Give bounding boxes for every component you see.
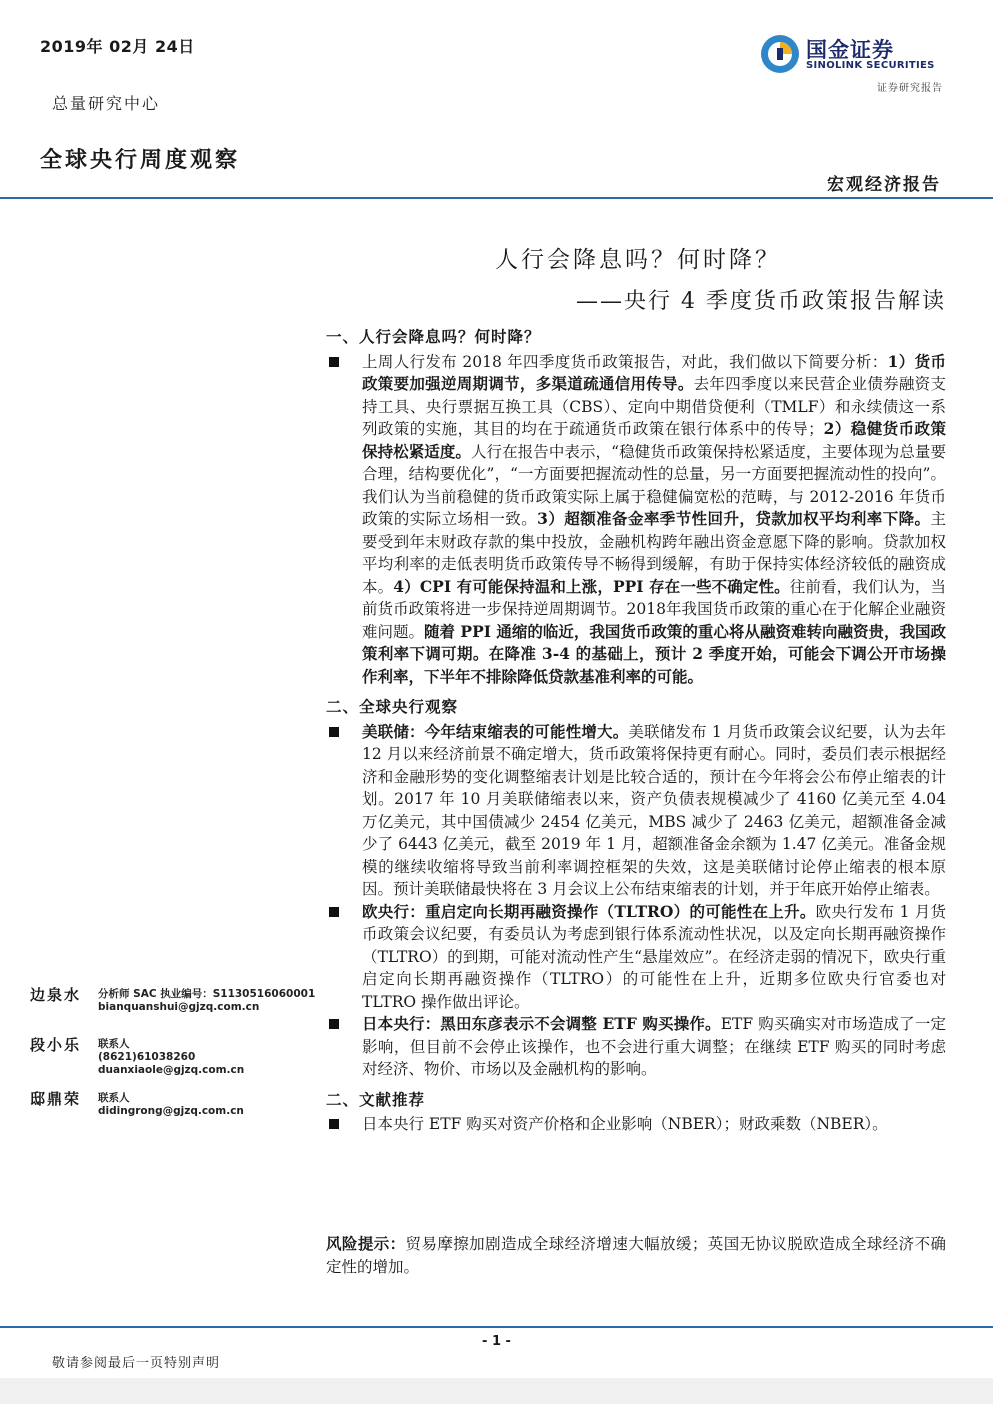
text-span: 去年四季度以来民营企业债券融资支持工具、央行票据互换工具（CBS）、定向中期借贷便利（TMLF）和永续债这一系列政策的实施，其目的均在于疏通货币政策在银行体系中的传导； xyxy=(362,375,946,438)
report-title: 人行会降息吗？何时降？ xyxy=(495,247,781,273)
header-divider xyxy=(0,197,993,199)
bold-span: 欧央行：重启定向长期再融资操作（TLTRO）的可能性在上升。 xyxy=(362,901,816,921)
text-span: 美联储发布 1 月货币政策会议纪要，认为去年 12 月以来经济前景不确定增大，货币政策将保持更有耐心。同时，委员们表示根据经济和金融形势的变化调整缩表计划是比较合适的，预计在今年将会公布停止缩表的计划。2017 年 10 月美联储缩表以来，资产负债表规模减少了 4160 亿美元至 4.04 万亿美元，其中国债减少 2454 亿美元，MBS 减少了 2463 亿美元，超额准备金减少了 6443 亿美元，截至 2019 年 1 月，超额准备金余额为 1.47 亿美元。准备金规模的继续收缩将导致当前利率调控框架的失效，这是美联储讨论停止缩表的根本原因。预计美联储最快将在 3 月会议上公布结束缩表的计划，并于年底开始停止缩表。 xyxy=(362,722,946,898)
bold-span: 日本央行：黑田东彦表示不会调整 ETF 购买操作。 xyxy=(362,1014,721,1033)
section-heading-1: 一、人行会降息吗？何时降？ xyxy=(326,327,541,346)
risk-label: 风险提示： xyxy=(326,1234,406,1253)
bold-span: 3）超额准备金率季节性回升，贷款加权平均利率下降。 xyxy=(537,509,931,528)
bullet-fed xyxy=(326,721,946,901)
author-list xyxy=(30,984,320,1138)
author-name: 边泉水 xyxy=(30,986,82,1004)
bullet-pboc-analysis xyxy=(326,351,946,689)
company-logo xyxy=(760,34,945,76)
author-line: 分析师 SAC 执业编号：S1130516060001 xyxy=(98,988,316,1000)
text-span: 往前看，我们认为，当前货币政策将进一步保持逆周期调节。2018年我国货币政策的重心在于化解企业融资难问题。 xyxy=(362,577,946,641)
text-span: 上周人行发布 2018 年四季度货币政策报告，对此，我们做以下简要分析： xyxy=(362,352,888,371)
text-span: ETF 购买确实对市场造成了一定影响，但目前不会停止该操作，也不会进行重大调整；在继续 ETF 购买的同时考虑对经济、物价、市场以及金融机构的影响。 xyxy=(362,1015,946,1078)
author-email[interactable]: didingrong@gjzq.com.cn xyxy=(98,1105,244,1117)
logo-text-en: SINOLINK SECURITIES xyxy=(806,60,935,71)
text-span: 人行在报告中表示，“稳健货币政策保持松紧适度，主要体现为总量要合理，结构要优化”，“一方面要把握流动性的总量，另一方面要把握流动性的投向”。我们认为当前稳健的货币政策实际上属于稳健偏宽松的范畴，与 2012-2016 年货币政策的实际立场相一致。 xyxy=(362,442,946,528)
bold-span: 4）CPI 有可能保持温和上涨，PPI 存在一些不确定性。 xyxy=(393,576,790,596)
text-span: 欧央行发布 1 月货币政策会议纪要，有委员认为考虑到银行体系流动性状况，以及定向长期再融资操作（TLTRO）的到期，可能对流动性产生“悬崖效应”。在经济走弱的情况下，欧央行重启定向长期再融资操作（TLTRO）的可能性在上升，近期多位欧央行官委也对 TLTRO 操作做出评论。 xyxy=(362,902,947,1011)
risk-text: 贸易摩擦加剧造成全球经济增速大幅放缓；英国无协议脱欧造成全球经济不确定性的增加。 xyxy=(326,1235,946,1276)
logo-text-cn: 国金证券 xyxy=(806,38,894,62)
author-contact xyxy=(98,1092,244,1118)
bullet-literature xyxy=(326,1113,946,1136)
footer-bar xyxy=(0,1378,993,1404)
author-entry xyxy=(30,1088,320,1138)
research-center: 总量研究中心 xyxy=(52,94,161,113)
logo-mark-icon xyxy=(760,34,800,74)
author-entry xyxy=(30,984,320,1034)
author-email[interactable]: bianquanshui@gjzq.com.cn xyxy=(98,1001,260,1013)
bold-span: 1）货币政策要加强逆周期调节，多渠道疏通信用传导。 xyxy=(362,351,946,393)
report-date: 2019年 02月 24日 xyxy=(40,37,195,56)
report-subtitle: ——央行 4 季度货币政策报告解读 xyxy=(576,289,946,314)
author-name: 段小乐 xyxy=(30,1036,82,1054)
footer-divider xyxy=(0,1326,993,1328)
author-contact xyxy=(98,988,315,1014)
author-email[interactable]: duanxiaole@gjzq.com.cn xyxy=(98,1064,245,1076)
text-span: 主要受到年末财政存款的集中投放，金融机构跨年融出资金意愿下降的影响。贷款加权平均利率的走低表明货币政策传导不畅得到缓解，有助于保持实体经济较低的融资成本。 xyxy=(362,510,946,596)
risk-warning xyxy=(326,1232,946,1279)
section-heading-2: 二、全球央行观察 xyxy=(326,697,459,716)
author-entry xyxy=(30,1034,320,1088)
author-contact xyxy=(98,1038,244,1077)
page-number: - 1 - xyxy=(482,1334,511,1349)
bullet-boj xyxy=(326,1013,946,1081)
text-span: 日本央行 ETF 购买对资产价格和企业影响（NBER）；财政乘数（NBER）。 xyxy=(362,1115,888,1133)
section-heading-3: 二、文献推荐 xyxy=(326,1089,426,1109)
report-kind-label: 证券研究报告 xyxy=(877,83,943,94)
series-title: 全球央行周度观察 xyxy=(40,147,241,173)
bullet-ecb xyxy=(326,901,946,1014)
author-name: 邸鼎荣 xyxy=(30,1090,82,1108)
bold-span: 随着 PPI 通缩的临近，我国货币政策的重心将从融资难转向融资贵，我国政策利率下调可期。在降准 3-4 的基础上，预计 2 季度开始，可能会下调公开市场操作利率，下半年不排除降低贷款基准利率的可能。 xyxy=(362,621,946,686)
report-type: 宏观经济报告 xyxy=(827,175,941,195)
report-body xyxy=(326,322,946,1136)
author-line: 联系人 xyxy=(98,1092,130,1104)
disclaimer-note: 敬请参阅最后一页特别声明 xyxy=(52,1356,221,1371)
bold-span: 美联储：今年结束缩表的可能性增大。 xyxy=(362,721,629,741)
author-line: 联系人 xyxy=(98,1038,130,1050)
bold-span: 2）稳健货币政策保持松紧适度。 xyxy=(362,419,946,461)
author-phone: (8621)61038260 xyxy=(98,1051,196,1063)
